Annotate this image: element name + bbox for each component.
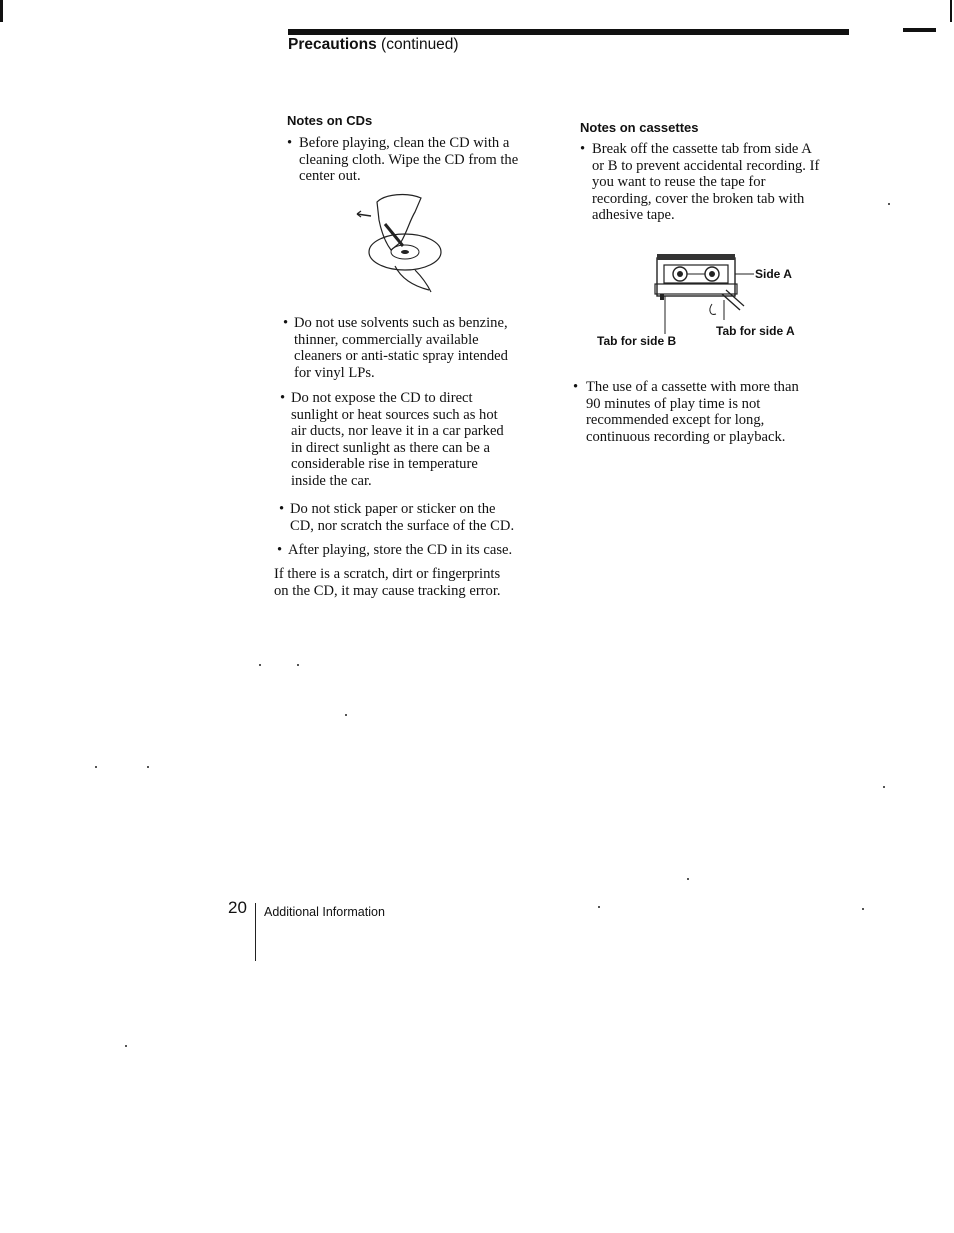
- footer-section-label: Additional Information: [264, 905, 385, 919]
- cd-cleaning-illustration: [355, 190, 445, 300]
- bullet-glyph: •: [287, 135, 293, 151]
- section-tab-marker: [903, 28, 936, 32]
- cds-bullet-3: [279, 501, 554, 537]
- scan-edge-mark-right: [950, 0, 952, 22]
- label-side-a: Side A: [755, 267, 792, 281]
- cds-bullet-4: [277, 542, 552, 560]
- cds-bullet-1: [283, 315, 558, 383]
- label-tab-for-side-a: Tab for side A: [716, 324, 795, 338]
- cassettes-bullet-1-text: Break off the cassette tab from side A or B to prevent accidental recording. If you want to reuse the tape for recording, cover the broken tab with adhesive tape.: [592, 141, 820, 224]
- scan-speck: [888, 203, 890, 205]
- page-title-continued: (continued): [376, 36, 459, 53]
- page-number: 20: [228, 898, 247, 917]
- footer-divider: [255, 903, 256, 961]
- bullet-glyph: •: [279, 501, 285, 517]
- scan-speck: [598, 906, 600, 908]
- cds-bullet-2-text: Do not expose the CD to direct sunlight or heat sources such as hot air ducts, nor leave it in a car parked in direct sunlight as there can be a considerable rise in temperature inside the car.: [291, 390, 504, 489]
- bullet-glyph: •: [283, 315, 289, 331]
- page-title-bold: Precautions: [288, 36, 377, 53]
- scan-speck: [125, 1045, 127, 1047]
- cassettes-bullet-2: [573, 379, 843, 447]
- cds-bullet-3-text: Do not stick paper or sticker on the CD, nor scratch the surface of the CD.: [290, 501, 515, 534]
- cassettes-heading: Notes on cassettes: [580, 120, 699, 135]
- scan-speck: [95, 766, 97, 768]
- label-tab-for-side-b: Tab for side B: [597, 334, 677, 348]
- cds-intro-text: Before playing, clean the CD with a cleaning cloth. Wipe the CD from the center out.: [299, 135, 519, 185]
- scan-speck: [297, 664, 299, 666]
- bullet-glyph: •: [573, 379, 579, 395]
- bullet-glyph: •: [580, 141, 586, 157]
- cds-heading: Notes on CDs: [287, 113, 373, 128]
- scan-edge-mark-left: [0, 0, 3, 22]
- cassettes-bullet-1: [580, 141, 850, 225]
- cds-bullet-2: [280, 390, 555, 492]
- scan-speck: [345, 714, 347, 716]
- header-rule: [288, 29, 849, 35]
- cassettes-bullet-2-text: The use of a cassette with more than 90 minutes of play time is not recommended except for long, continuous recording or playback.: [586, 379, 799, 445]
- scan-speck: [259, 664, 261, 666]
- bullet-glyph: •: [280, 390, 286, 406]
- scan-speck: [687, 878, 689, 880]
- scan-speck: [147, 766, 149, 768]
- cds-bullet-4-text: After playing, store the CD in its case.: [288, 542, 513, 558]
- bullet-glyph: •: [277, 542, 283, 558]
- scan-speck: [862, 908, 864, 910]
- cds-intro-bullet: [287, 135, 557, 187]
- cds-bullet-1-text: Do not use solvents such as benzine, thinner, commercially available cleaners or anti-static spray intended for vinyl LPs.: [294, 315, 508, 381]
- scan-speck: [883, 786, 885, 788]
- page-title: [288, 36, 459, 54]
- cds-closing-note: If there is a scratch, dirt or fingerprints on the CD, it may cause tracking error.: [274, 566, 501, 599]
